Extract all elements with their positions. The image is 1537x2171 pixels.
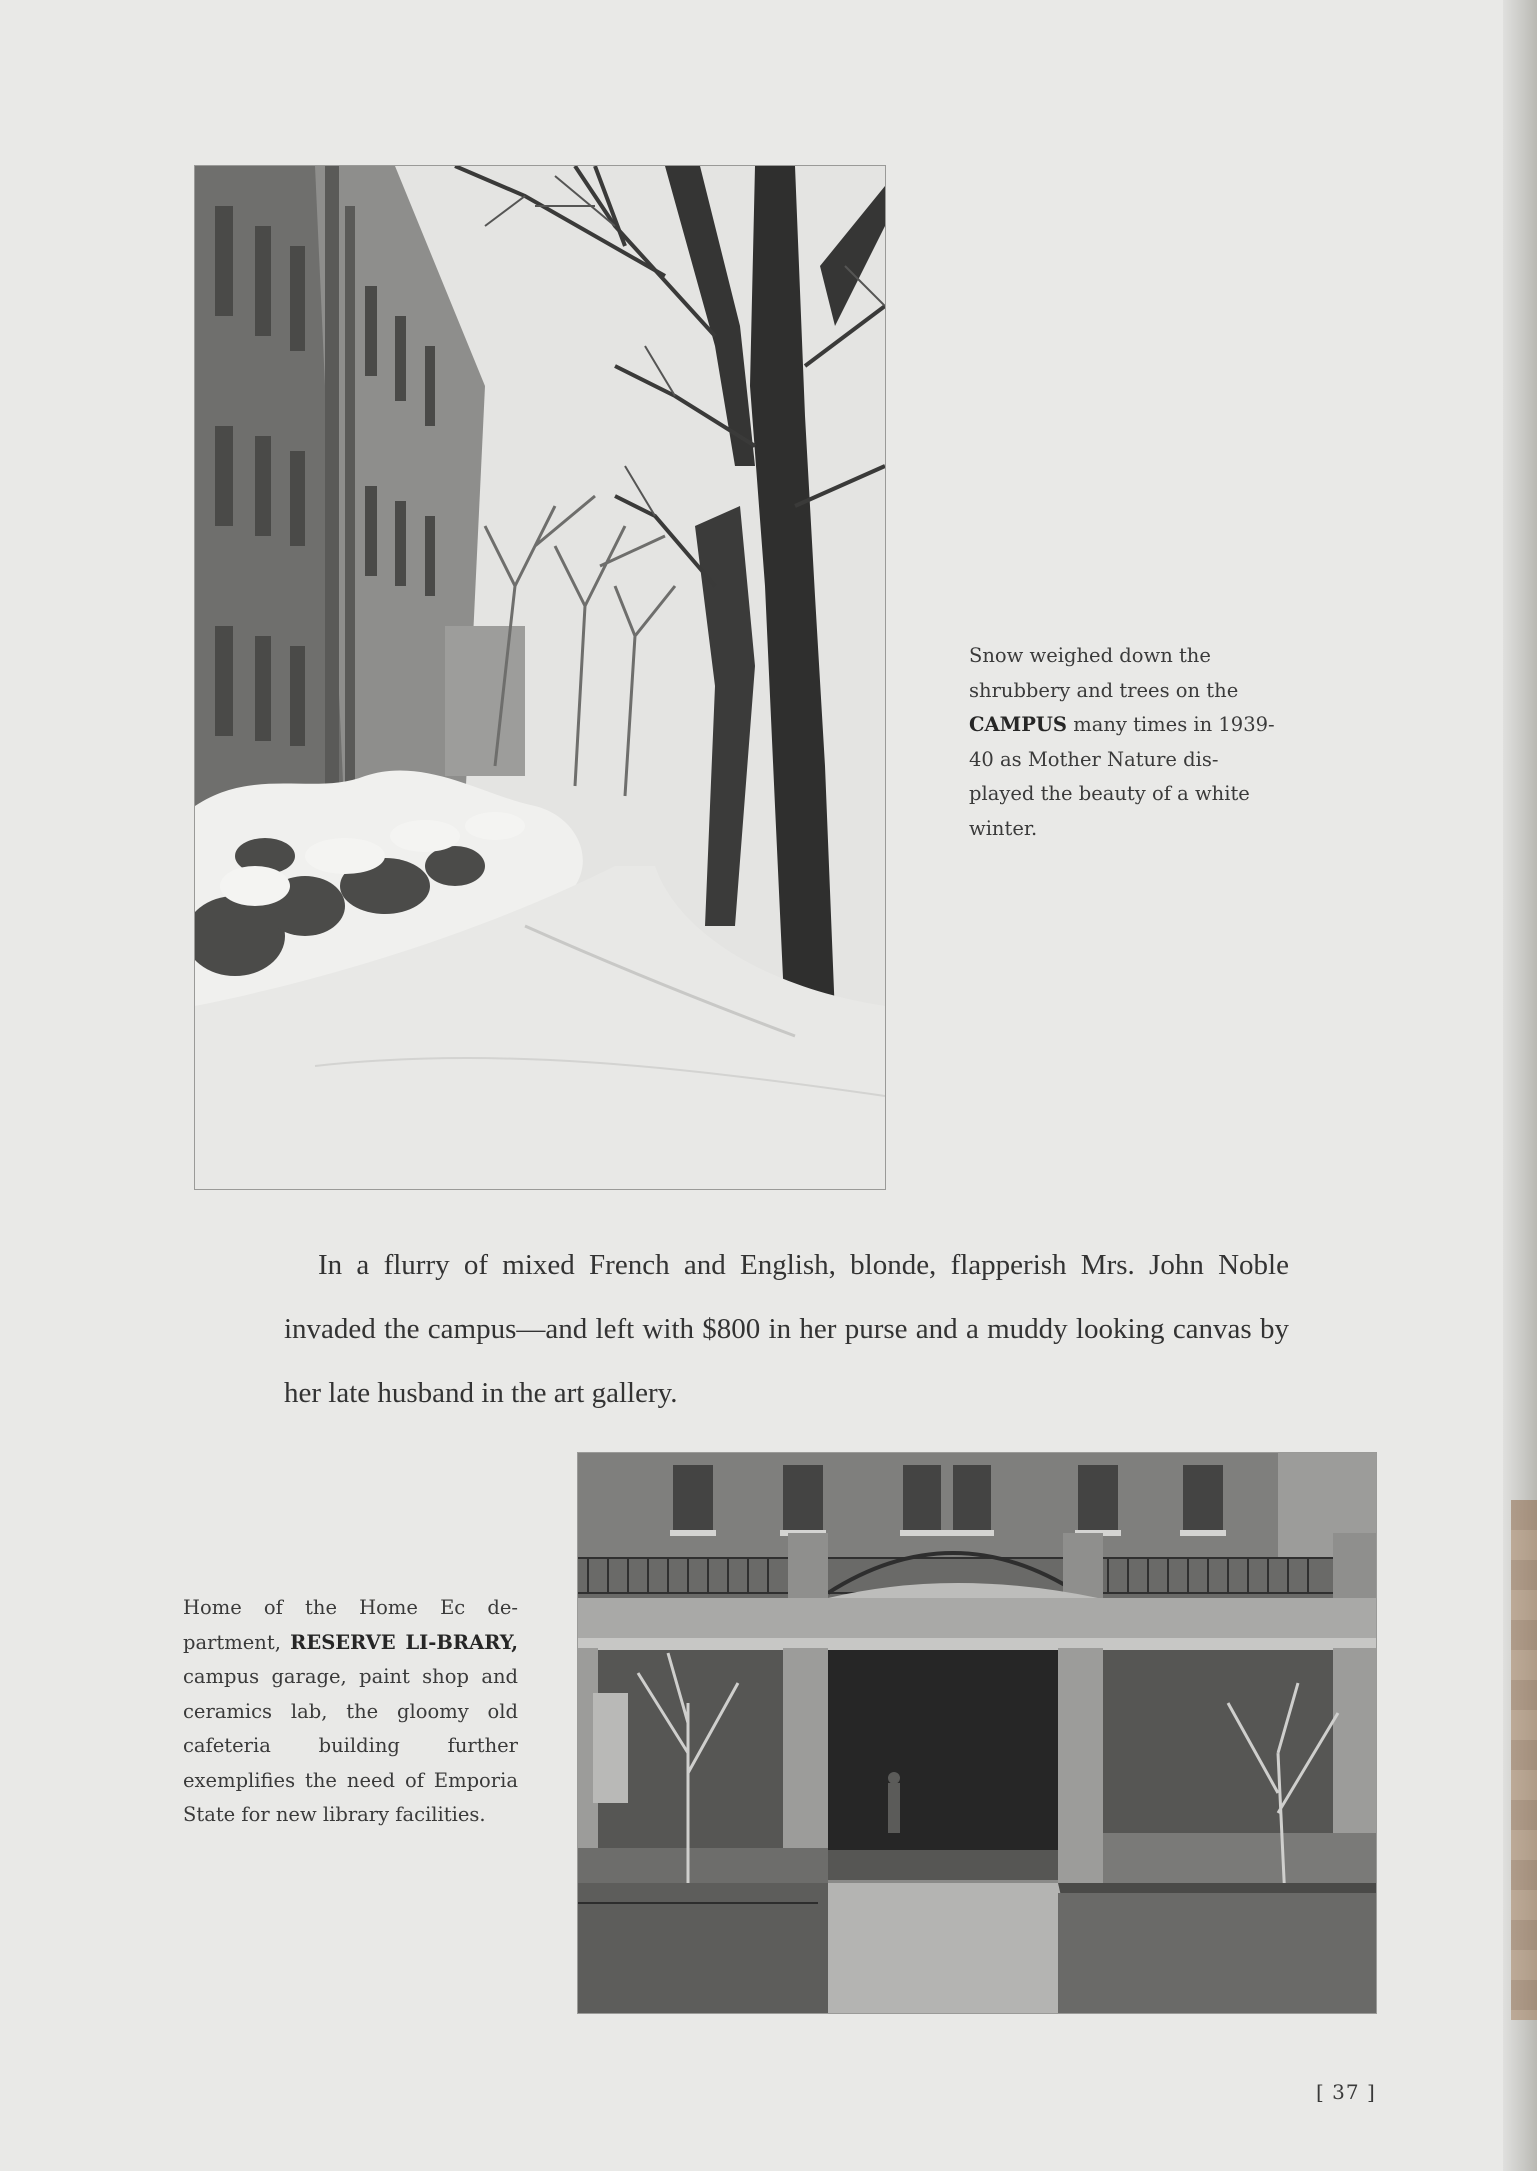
caption-line-3 (969, 708, 1304, 743)
noble-story-paragraph: In a flurry of mixed French and English, blonde, flapperish Mrs. John Noble invaded the campus—and left with $800 in her purse and a muddy looking canvas by her late husband in the art gallery. (284, 1249, 1289, 1409)
caption-line-2: shrubbery and trees on the (969, 678, 1239, 702)
campus-photo-caption (969, 639, 1304, 846)
page-edge-shadow (1503, 0, 1537, 2171)
caption-line-5: played the beauty of a white (969, 782, 1250, 805)
library-photo-caption (183, 1591, 518, 1833)
caption-keyword-campus: CAMPUS (969, 713, 1067, 736)
snowy-campus-walk-icon (195, 166, 885, 1189)
caption-keyword-reserve-library: RESERVE LI-BRARY, (290, 1630, 518, 1654)
library-caption-part2: campus garage, paint shop and ceramics lab, the gloomy old cafeteria building further exemplifies the need of Emporia State for new library facilities. (183, 1665, 518, 1826)
caption-line-4: 40 as Mother Nature dis- (969, 747, 1219, 771)
library-caption-part1: Home of the Home Ec de-partment, (183, 1596, 518, 1654)
caption-line-3-text: many times in 1939- (1073, 713, 1275, 736)
campus-snow-photo (194, 165, 886, 1190)
caption-line-1: Snow weighed down the (969, 644, 1211, 667)
reserve-library-photo (577, 1452, 1377, 2014)
caption-line-6: winter. (969, 816, 1038, 840)
page-number: [ 37 ] (1316, 2080, 1376, 2104)
reserve-library-building-icon (578, 1453, 1376, 2013)
